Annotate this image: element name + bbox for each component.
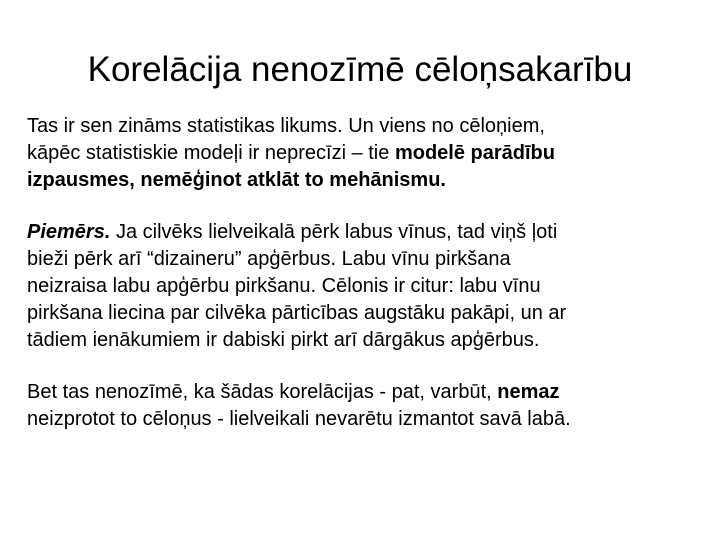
text-segment: Ja cilvēks lielveikalā pērk labus vīnus, tad viņš ļoti — [110, 221, 558, 243]
slide-title: Korelācija nenozīmē cēloņsakarību — [87, 50, 633, 89]
text-line — [27, 167, 707, 194]
text-line: neizraisa labu apģērbu pirkšanu. Cēlonis ir citur: labu vīnu — [27, 275, 541, 297]
text-segment: Bet tas nenozīmē, ka šādas korelācijas - pat, varbūt, — [27, 381, 498, 403]
text-line — [27, 219, 707, 246]
text-line: bieži pērk arī “dizaineru” apģērbus. Labu vīnu pirkšana — [27, 248, 511, 270]
text-line: Tas ir sen zināms statistikas likums. Un viens no cēloņiem, — [27, 115, 545, 137]
emphasis-text: modelē parādību — [394, 142, 555, 164]
emphasis-text: nemaz — [497, 381, 560, 403]
text-line: pirkšana liecina par cilvēka pārticības augstāku pakāpi, un ar — [27, 302, 567, 324]
text-line — [27, 140, 707, 167]
slide-body — [27, 113, 707, 433]
text-segment: kāpēc statistiskie modeļi ir neprecīzi – tie — [27, 142, 395, 164]
emphasis-text: izpausmes, nemēģinot atklāt to mehānismu. — [27, 169, 446, 191]
paragraph-statistics-law — [27, 113, 707, 194]
example-label: Piemērs. — [27, 221, 111, 243]
text-line — [27, 379, 707, 406]
paragraph-spacer — [27, 354, 707, 379]
paragraph-example — [27, 219, 707, 354]
text-line: tādiem ienākumiem ir dabiski pirkt arī dārgākus apģērbus. — [27, 329, 540, 351]
paragraph-conclusion — [27, 379, 707, 433]
text-line: neizprotot to cēloņus - lielveikali nevarētu izmantot savā labā. — [27, 408, 571, 430]
paragraph-spacer — [27, 194, 707, 219]
